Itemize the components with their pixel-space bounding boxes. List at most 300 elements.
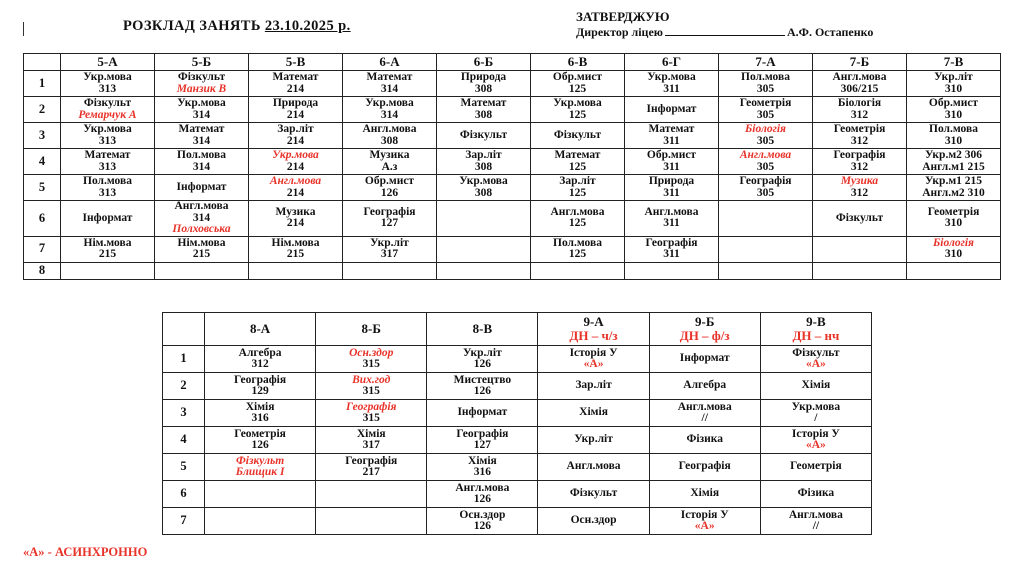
subject-name: Англ.мова <box>788 508 843 521</box>
director-name: А.Ф. Остапенко <box>786 25 874 39</box>
lesson-cell <box>907 262 1001 279</box>
subject-name: Географія <box>833 149 886 161</box>
room-or-teacher: Ремарчук А <box>78 108 137 121</box>
room-or-teacher: 312 <box>850 108 869 121</box>
class-name: 8-А <box>249 321 271 336</box>
lesson-cell <box>531 262 625 279</box>
lesson-cell <box>531 97 625 123</box>
room-or-teacher: 313 <box>98 82 117 95</box>
lesson-cell <box>427 346 538 373</box>
schedule-table-grades-5-7 <box>23 53 1001 280</box>
subject-name: Пол.мова <box>177 149 226 161</box>
room-or-teacher: 125 <box>568 82 587 95</box>
room-or-teacher: 308 <box>474 82 493 95</box>
room-or-teacher: // <box>812 520 820 532</box>
subject-name: Природа <box>460 71 507 83</box>
subject-name: Укр.мова <box>83 71 132 83</box>
lesson-cell <box>649 373 760 400</box>
lesson-cell <box>531 175 625 201</box>
lesson-cell <box>343 175 437 201</box>
room-or-teacher: 215 <box>286 248 305 260</box>
lesson-cell <box>316 400 427 427</box>
room-or-teacher: 305 <box>756 82 775 95</box>
class-mode: ДН – ф/з <box>679 328 730 343</box>
lesson-number: 2 <box>24 97 61 123</box>
subject-name: Геометрія <box>234 427 286 440</box>
lesson-cell <box>625 175 719 201</box>
room-or-teacher: 126 <box>473 358 492 370</box>
lesson-cell <box>760 481 871 508</box>
lesson-cell <box>538 400 649 427</box>
subject-name: Інформат <box>176 180 227 193</box>
schedule-table-grades-8-9 <box>162 312 872 535</box>
room-or-teacher: 312 <box>850 160 869 173</box>
room-or-teacher: 310 <box>944 134 963 147</box>
subject-name: Хімія <box>801 379 831 392</box>
lesson-cell <box>625 201 719 237</box>
lesson-cell <box>61 123 155 149</box>
room-or-teacher: 311 <box>663 217 680 230</box>
lesson-cell <box>437 71 531 97</box>
subject-name: Англ.мова <box>269 175 322 187</box>
approval-heading: ЗАТВЕРДЖУЮ <box>576 9 670 24</box>
lesson-cell <box>907 71 1001 97</box>
subject-name: Фізкульт <box>792 346 840 359</box>
lesson-number: 4 <box>163 427 205 454</box>
subject-name: Пол.мова <box>929 123 978 135</box>
lesson-number: 6 <box>24 201 61 237</box>
room-or-teacher: 125 <box>568 217 587 230</box>
lesson-row <box>163 454 872 481</box>
lesson-cell <box>625 236 719 262</box>
room-or-teacher: 305 <box>756 186 775 199</box>
lesson-cell <box>343 149 437 175</box>
subject-name: Англ.мова <box>455 481 510 494</box>
corner-cell <box>163 313 205 346</box>
room-or-teacher: 317 <box>362 439 380 451</box>
lesson-cell <box>531 149 625 175</box>
lesson-cell <box>760 508 871 535</box>
subject-name: Історія У <box>791 427 840 440</box>
lesson-cell <box>427 454 538 481</box>
subject-name: Обр.мист <box>364 175 415 187</box>
subject-name: Географія <box>345 454 398 467</box>
subject-name: Пол.мова <box>83 175 132 187</box>
subject-name: Фізкульт <box>553 128 602 141</box>
class-header: 7-В <box>907 54 1001 71</box>
lesson-row <box>163 508 872 535</box>
subject-name: Фізкульт <box>83 97 132 109</box>
room-or-teacher: 125 <box>568 186 587 199</box>
room-or-teacher: // <box>701 412 708 424</box>
lesson-cell <box>249 71 343 97</box>
lesson-cell <box>205 481 316 508</box>
lesson-cell <box>625 262 719 279</box>
subject-name: Музика <box>840 175 879 187</box>
lesson-cell <box>719 262 813 279</box>
lesson-cell <box>649 400 760 427</box>
room-or-teacher: 214 <box>286 186 305 199</box>
class-name: 8-В <box>472 321 493 336</box>
lesson-cell <box>249 262 343 279</box>
lesson-cell <box>907 149 1001 175</box>
lesson-cell <box>813 71 907 97</box>
page-title: РОЗКЛАД ЗАНЯТЬ 23.10.2025 р. <box>123 18 351 34</box>
room-or-teacher: 314 <box>192 211 211 224</box>
subject-name: Фізкульт <box>177 71 226 83</box>
room-or-teacher: 314 <box>192 108 211 121</box>
subject-name: Пол.мова <box>553 236 602 249</box>
room-or-teacher: 314 <box>192 134 211 147</box>
lesson-cell <box>316 346 427 373</box>
lesson-cell <box>61 236 155 262</box>
class-header <box>760 313 871 346</box>
class-mode: ДН – ч/з <box>569 328 618 343</box>
room-or-teacher: А.з <box>381 160 398 173</box>
lesson-row <box>163 346 872 373</box>
lesson-cell <box>249 123 343 149</box>
room-or-teacher: 315 <box>362 358 380 370</box>
room-or-teacher: «А» <box>583 358 604 370</box>
lesson-cell <box>343 201 437 237</box>
lesson-cell <box>649 481 760 508</box>
subject-name: Укр.літ <box>574 433 613 446</box>
class-header: 6-Б <box>437 54 531 71</box>
lesson-cell <box>625 149 719 175</box>
class-name: 9-А <box>583 314 604 329</box>
lesson-cell <box>531 236 625 262</box>
lesson-number: 8 <box>24 262 61 279</box>
lesson-cell <box>316 373 427 400</box>
subject-name: Географія <box>363 205 416 218</box>
lesson-cell <box>61 175 155 201</box>
room-or-teacher: 129 <box>251 385 269 397</box>
subject-name: Англ.мова <box>550 205 605 218</box>
room-or-teacher: 127 <box>380 217 399 230</box>
lesson-row <box>163 481 872 508</box>
lesson-cell <box>538 427 649 454</box>
subject-name: Обр.мист <box>928 97 979 109</box>
lesson-cell <box>719 123 813 149</box>
room-or-teacher: 312 <box>251 358 269 370</box>
lesson-number: 3 <box>24 123 61 149</box>
subject-name: Осн.здор <box>349 346 394 359</box>
room-or-teacher: 306/215 <box>840 82 879 95</box>
subject-name: Хімія <box>245 400 275 413</box>
lesson-cell <box>719 201 813 237</box>
room-or-teacher: 214 <box>286 217 305 230</box>
lesson-cell <box>437 149 531 175</box>
subject-name: Мистецтво <box>453 373 512 386</box>
room-or-teacher: 308 <box>474 186 493 199</box>
lesson-cell <box>249 97 343 123</box>
lesson-cell <box>343 97 437 123</box>
lesson-cell <box>625 97 719 123</box>
subject-name: Укр.м2 306 <box>924 149 983 161</box>
lesson-row <box>24 201 1001 237</box>
subject-name: Фізкульт <box>459 128 508 141</box>
lesson-cell <box>625 71 719 97</box>
room-or-teacher: 305 <box>756 160 775 173</box>
lesson-cell <box>61 97 155 123</box>
lesson-cell <box>760 373 871 400</box>
room-or-teacher: 310 <box>944 82 963 95</box>
lesson-cell <box>155 123 249 149</box>
subject-name: Географія <box>678 460 731 473</box>
class-header: 6-А <box>343 54 437 71</box>
room-or-teacher: 215 <box>192 248 211 260</box>
lesson-cell <box>649 346 760 373</box>
room-or-teacher: 214 <box>286 82 305 95</box>
lesson-number: 1 <box>163 346 205 373</box>
class-name: 9-В <box>806 314 826 329</box>
room-or-teacher: 214 <box>286 160 305 173</box>
async-note: «А» - АСИНХРОННО <box>23 545 148 559</box>
subject-name: Математ <box>460 97 507 109</box>
subject-name: Укр.мова <box>272 149 319 161</box>
lesson-cell <box>538 373 649 400</box>
lesson-cell <box>343 123 437 149</box>
lesson-cell <box>316 427 427 454</box>
subject-name: Нім.мова <box>271 236 320 249</box>
subject-name: Вих.год <box>352 373 391 386</box>
class-header: 5-В <box>249 54 343 71</box>
subject-name: Математ <box>178 123 225 135</box>
lesson-cell <box>437 201 531 237</box>
lesson-cell <box>61 71 155 97</box>
lesson-row <box>24 97 1001 123</box>
lesson-cell <box>760 346 871 373</box>
lesson-number: 7 <box>163 508 205 535</box>
room-or-teacher: 310 <box>944 108 963 121</box>
margin-bar <box>23 22 24 36</box>
lesson-cell <box>719 149 813 175</box>
class-header: 5-А <box>61 54 155 71</box>
lesson-row <box>24 149 1001 175</box>
subject-name: Географія <box>645 236 698 249</box>
lesson-cell <box>205 427 316 454</box>
room-or-teacher: 214 <box>286 134 305 147</box>
lesson-cell <box>538 481 649 508</box>
subject-name: Фізика <box>797 487 835 500</box>
subject-name: Укр.мова <box>459 175 508 187</box>
subject-name: Біологія <box>933 236 974 249</box>
room-or-teacher: 126 <box>473 520 492 532</box>
lesson-row <box>24 262 1001 279</box>
lesson-row <box>24 175 1001 201</box>
lesson-cell <box>155 149 249 175</box>
room-or-teacher: 313 <box>98 134 117 147</box>
subject-name: Математ <box>366 71 413 83</box>
lesson-cell <box>155 71 249 97</box>
lesson-cell <box>343 71 437 97</box>
room-or-teacher: 127 <box>473 439 492 451</box>
class-header <box>316 313 427 346</box>
lesson-row <box>24 123 1001 149</box>
lesson-cell <box>719 175 813 201</box>
lesson-cell <box>760 454 871 481</box>
class-header: 6-В <box>531 54 625 71</box>
subject-name: Зар.літ <box>277 123 314 135</box>
room-or-teacher: Блищик І <box>235 466 285 478</box>
room-or-teacher: 315 <box>362 412 380 424</box>
lesson-cell <box>316 508 427 535</box>
subject-name: Геометрія <box>927 205 980 218</box>
room-or-teacher: 215 <box>98 248 117 260</box>
lesson-cell <box>538 508 649 535</box>
room-or-teacher: 313 <box>98 186 117 199</box>
lesson-cell <box>205 454 316 481</box>
room-or-teacher: 214 <box>286 108 305 121</box>
subject-name: Інформат <box>82 211 133 224</box>
subject-name: Природа <box>272 97 319 109</box>
room-or-teacher: 311 <box>663 82 680 95</box>
class-header: 5-Б <box>155 54 249 71</box>
subject-name: Пол.мова <box>741 71 790 83</box>
subject-name: Англ.мова <box>566 460 621 473</box>
subject-name: Англ.мова <box>644 205 699 218</box>
subject-name: Зар.літ <box>575 379 612 392</box>
room-or-teacher: 313 <box>98 160 117 173</box>
room-or-teacher: «А» <box>694 520 715 532</box>
room-or-teacher: 311 <box>663 160 680 173</box>
lesson-cell <box>719 97 813 123</box>
room-or-teacher: 305 <box>756 108 775 121</box>
subject-name: Географія <box>456 427 509 440</box>
subject-name: Нім.мова <box>83 236 132 249</box>
lesson-cell <box>155 97 249 123</box>
lesson-cell <box>813 262 907 279</box>
lesson-cell <box>813 123 907 149</box>
lesson-cell <box>649 454 760 481</box>
subject-name: Укр.мова <box>553 97 602 109</box>
lesson-cell <box>907 201 1001 237</box>
lesson-cell <box>155 262 249 279</box>
schedule-date: 23.10.2025 р. <box>264 18 351 34</box>
room-or-teacher: 126 <box>473 493 492 505</box>
room-or-teacher: 312 <box>850 186 869 199</box>
lesson-cell <box>437 97 531 123</box>
lesson-cell <box>427 373 538 400</box>
room-or-teacher: 314 <box>192 160 211 173</box>
lesson-cell <box>531 123 625 149</box>
room-or-teacher: Манзик В <box>176 82 227 95</box>
lesson-number: 5 <box>24 175 61 201</box>
lesson-cell <box>427 481 538 508</box>
class-header <box>649 313 760 346</box>
lesson-number: 6 <box>163 481 205 508</box>
subject-name: Фізкульт <box>835 211 884 224</box>
subject-name: Фізкульт <box>235 454 285 467</box>
lesson-cell <box>427 508 538 535</box>
subject-name: Музика <box>275 205 316 218</box>
lesson-cell <box>531 201 625 237</box>
class-name: 8-Б <box>361 321 381 336</box>
lesson-cell <box>249 175 343 201</box>
subject-name: Англ.мова <box>832 71 887 83</box>
class-header <box>205 313 316 346</box>
subject-name: Математ <box>554 149 601 161</box>
room-or-teacher: 126 <box>380 186 399 199</box>
lesson-cell <box>813 97 907 123</box>
subject-name: Геометрія <box>790 460 842 473</box>
room-or-teacher: 310 <box>944 217 963 230</box>
room-or-teacher: 308 <box>474 108 493 121</box>
lesson-row <box>163 400 872 427</box>
lesson-number: 5 <box>163 454 205 481</box>
lesson-cell <box>249 149 343 175</box>
lesson-row <box>163 427 872 454</box>
director-label: Директор ліцею <box>576 25 663 39</box>
lesson-cell <box>907 236 1001 262</box>
room-or-teacher: 125 <box>568 108 587 121</box>
subject-name: Укр.мова <box>365 97 414 109</box>
room-or-teacher: 311 <box>663 248 680 260</box>
subject-name: Історія У <box>569 346 618 359</box>
subject-name: Математ <box>272 71 319 83</box>
subject-name: Геометрія <box>833 123 886 135</box>
subject-name: Нім.мова <box>177 236 226 249</box>
subject-name: Англ.мова <box>677 400 732 413</box>
lesson-cell <box>205 508 316 535</box>
subject-name: Укр.мова <box>791 400 841 413</box>
lesson-cell <box>813 149 907 175</box>
lesson-number: 1 <box>24 71 61 97</box>
lesson-cell <box>531 71 625 97</box>
subject-name: Укр.мова <box>83 123 132 135</box>
room-or-teacher: «А» <box>805 439 826 451</box>
room-or-teacher: / <box>814 412 818 424</box>
lesson-cell <box>813 236 907 262</box>
lesson-cell <box>437 175 531 201</box>
teacher-name: Полховська <box>172 223 231 235</box>
class-name: 9-Б <box>694 314 715 329</box>
lesson-cell <box>625 123 719 149</box>
lesson-cell <box>649 427 760 454</box>
subject-name: Інформат <box>679 352 730 365</box>
subject-name: Хімія <box>468 454 497 467</box>
room-or-teacher: Англ.м1 215 <box>922 160 985 173</box>
room-or-teacher: 126 <box>473 385 492 397</box>
lesson-cell <box>719 71 813 97</box>
subject-name: Хімія <box>690 487 720 500</box>
lesson-cell <box>61 262 155 279</box>
subject-name: Осн.здор <box>459 508 506 521</box>
room-or-teacher: 310 <box>944 248 963 260</box>
subject-name: Біологія <box>745 123 786 135</box>
room-or-teacher: 312 <box>850 134 869 147</box>
room-or-teacher: 317 <box>380 248 399 260</box>
class-header: 6-Г <box>625 54 719 71</box>
room-or-teacher: 125 <box>568 160 587 173</box>
room-or-teacher: 311 <box>663 134 680 147</box>
subject-name: Англ.мова <box>362 123 417 135</box>
lesson-row <box>24 236 1001 262</box>
subject-name: Хімія <box>356 427 386 440</box>
subject-name: Хімія <box>579 406 608 419</box>
room-or-teacher: 314 <box>380 82 399 95</box>
subject-name: Інформат <box>646 102 697 115</box>
room-or-teacher: 217 <box>362 466 380 478</box>
lesson-cell <box>249 201 343 237</box>
room-or-teacher: 308 <box>474 160 493 173</box>
subject-name: Музика <box>369 149 410 161</box>
lesson-cell <box>813 201 907 237</box>
lesson-number: 4 <box>24 149 61 175</box>
subject-name: Укр.мова <box>647 71 696 83</box>
subject-name: Математ <box>648 123 695 135</box>
lesson-cell <box>437 262 531 279</box>
